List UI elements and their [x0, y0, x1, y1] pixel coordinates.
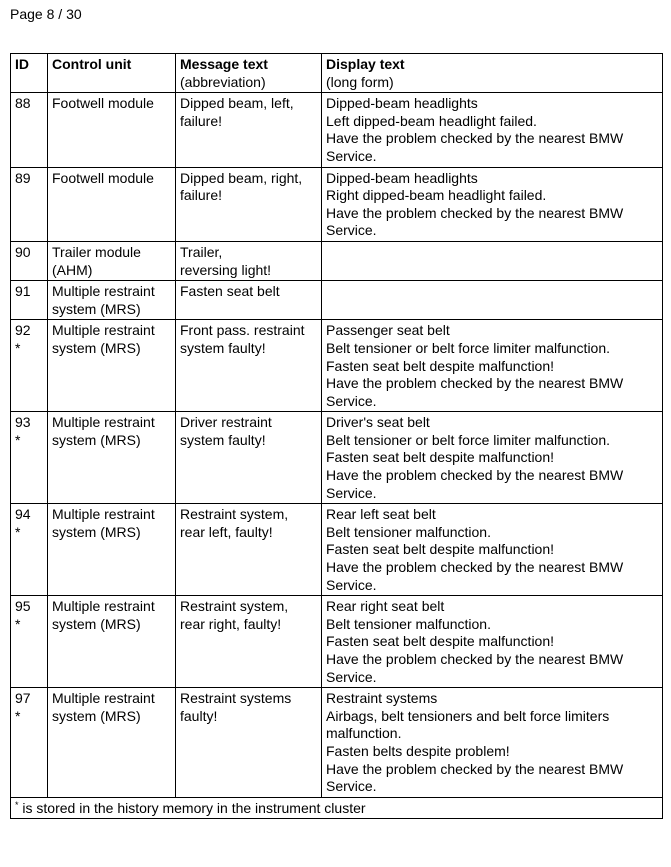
- table-row: [11, 281, 663, 320]
- page-number: 8: [46, 6, 55, 22]
- history-marker: *: [15, 523, 21, 540]
- table-row: [11, 241, 663, 280]
- cell-id: 90: [11, 241, 48, 280]
- cell-message-text: Trailer, reversing light!: [176, 241, 322, 280]
- cell-display-text: Passenger seat belt Belt tensioner or belt force limiter malfunction. Fasten seat belt despite malfunction! Have the problem checked by the nearest BMW Service.: [322, 320, 663, 412]
- message-table: [10, 53, 663, 819]
- cell-display-text: Restraint systems Airbags, belt tensioners and belt force limiters malfunction. Fasten belts despite problem! Have the problem checked by the nearest BMW Service.: [322, 688, 663, 798]
- cell-display-text: Rear right seat belt Belt tensioner malfunction. Fasten seat belt despite malfunction! Have the problem checked by the nearest BMW Service.: [322, 596, 663, 688]
- footnote: [11, 797, 663, 819]
- cell-message-text: Dipped beam, left, failure!: [176, 93, 322, 167]
- table-row: [11, 596, 663, 688]
- cell-display-text: Dipped-beam headlights Left dipped-beam headlight failed. Have the problem checked by the nearest BMW Service.: [322, 93, 663, 167]
- cell-control-unit: Multiple restraint system (MRS): [48, 504, 176, 596]
- footnote-marker: *: [15, 799, 19, 810]
- history-marker: *: [15, 615, 21, 632]
- cell-id: 97 *: [11, 688, 48, 798]
- history-marker: *: [15, 431, 21, 448]
- cell-id: 88: [11, 93, 48, 167]
- table-row: [11, 412, 663, 504]
- cell-control-unit: Multiple restraint system (MRS): [48, 281, 176, 320]
- cell-message-text: Dipped beam, right, failure!: [176, 167, 322, 241]
- cell-control-unit: Trailer module (AHM): [48, 241, 176, 280]
- table-body: [11, 93, 663, 798]
- table-row: [11, 504, 663, 596]
- column-header-id: ID: [11, 54, 48, 93]
- cell-display-text: Driver's seat belt Belt tensioner or belt force limiter malfunction. Fasten seat belt despite malfunction! Have the problem checked by the nearest BMW Service.: [322, 412, 663, 504]
- cell-id: 91: [11, 281, 48, 320]
- table-header-row: [11, 54, 663, 93]
- cell-id: 89: [11, 167, 48, 241]
- cell-control-unit: Multiple restraint system (MRS): [48, 320, 176, 412]
- page-total: 30: [66, 6, 82, 22]
- cell-message-text: Restraint systems faulty!: [176, 688, 322, 798]
- cell-id: 95 *: [11, 596, 48, 688]
- column-header-message-text: Message text (abbreviation): [176, 54, 322, 93]
- cell-display-text: [322, 241, 663, 280]
- cell-display-text: Rear left seat belt Belt tensioner malfunction. Fasten seat belt despite malfunction! Have the problem checked by the nearest BMW Service.: [322, 504, 663, 596]
- page-separator: /: [58, 6, 63, 22]
- cell-control-unit: Footwell module: [48, 93, 176, 167]
- column-header-control-unit: Control unit: [48, 54, 176, 93]
- footnote-text: is stored in the history memory in the instrument cluster: [18, 799, 366, 816]
- cell-control-unit: Multiple restraint system (MRS): [48, 596, 176, 688]
- table-row: [11, 93, 663, 167]
- cell-message-text: Front pass. restraint system faulty!: [176, 320, 322, 412]
- page-indicator: [10, 6, 82, 23]
- cell-id: 92 *: [11, 320, 48, 412]
- cell-message-text: Fasten seat belt: [176, 281, 322, 320]
- table-row: [11, 688, 663, 798]
- footnote-row: [11, 797, 663, 819]
- cell-id: 93 *: [11, 412, 48, 504]
- cell-control-unit: Footwell module: [48, 167, 176, 241]
- cell-message-text: Driver restraint system faulty!: [176, 412, 322, 504]
- column-header-display-text: Display text (long form): [322, 54, 663, 93]
- table-row: [11, 320, 663, 412]
- cell-control-unit: Multiple restraint system (MRS): [48, 412, 176, 504]
- cell-display-text: Dipped-beam headlights Right dipped-beam headlight failed. Have the problem checked by the nearest BMW Service.: [322, 167, 663, 241]
- history-marker: *: [15, 707, 21, 724]
- table-row: [11, 167, 663, 241]
- cell-id: 94 *: [11, 504, 48, 596]
- cell-message-text: Restraint system, rear right, faulty!: [176, 596, 322, 688]
- cell-display-text: [322, 281, 663, 320]
- cell-control-unit: Multiple restraint system (MRS): [48, 688, 176, 798]
- page-label: Page: [10, 6, 43, 22]
- history-marker: *: [15, 339, 21, 356]
- cell-message-text: Restraint system, rear left, faulty!: [176, 504, 322, 596]
